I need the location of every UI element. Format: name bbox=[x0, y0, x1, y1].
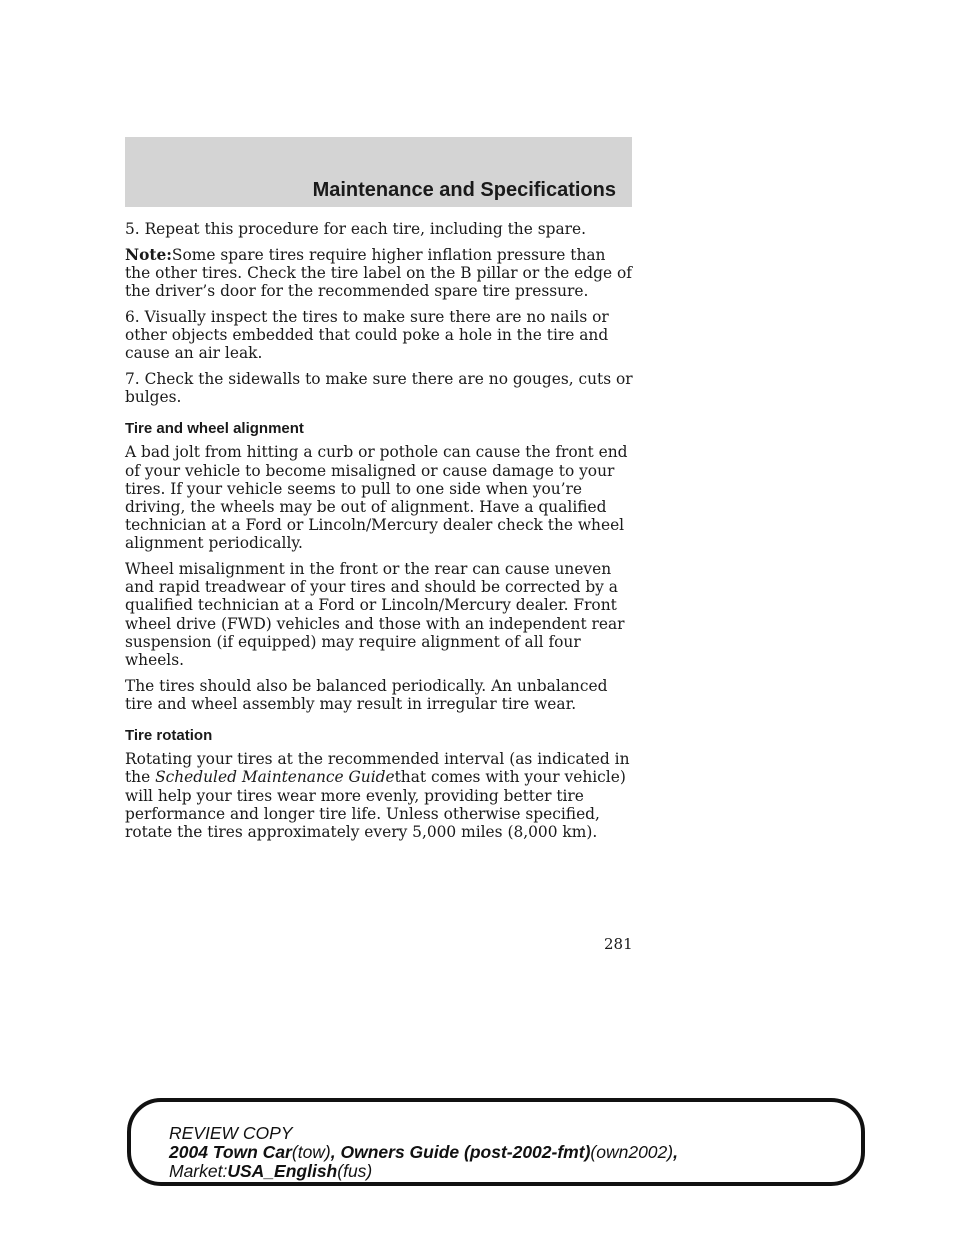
rotation-heading: Tire rotation bbox=[125, 727, 213, 745]
review-market-line bbox=[169, 1162, 678, 1181]
rotation-text-after: that comes with your vehicle) will help your tires wear more evenly, providing better tire performance and longer tire life. Unless otherwise specified, rotate the tires approximately every 5,000 miles (8,000 km). bbox=[125, 768, 626, 841]
maintenance-guide-title: Scheduled Maintenance Guide bbox=[155, 768, 395, 787]
step-5-paragraph: 5. Repeat this procedure for each tire, including the spare. bbox=[125, 220, 586, 238]
page-number: 281 bbox=[604, 935, 633, 953]
review-copy-box bbox=[127, 1098, 865, 1186]
section-title: Maintenance and Specifications bbox=[312, 179, 616, 201]
review-market-label: Market: bbox=[169, 1161, 228, 1181]
note-label: Note: bbox=[125, 245, 172, 264]
step-7-paragraph: 7. Check the sidewalls to make sure there are no gouges, cuts or bulges. bbox=[125, 369, 633, 407]
review-trailing-comma: , bbox=[673, 1142, 678, 1162]
review-market-code: (fus) bbox=[337, 1161, 373, 1181]
review-model-code: (tow) bbox=[291, 1142, 331, 1162]
alignment-paragraph-2: Wheel misalignment in the front or the rear can cause uneven and rapid treadwear of your tires and should be corrected by a qualified technician at a Ford or Lincoln/Mercury dealer. Front wheel drive (FWD) vehicles and those with an independent rear suspension (if equipped) may require alignment of all four wheels. bbox=[125, 560, 625, 670]
review-separator: , bbox=[330, 1142, 341, 1162]
review-market: USA_English bbox=[227, 1161, 338, 1181]
note-paragraph bbox=[125, 246, 635, 301]
review-guide-code: (own2002) bbox=[590, 1142, 674, 1162]
note-text: Some spare tires require higher inflation pressure than the other tires. Check the tire label on the B pillar or the edge of the driver’s door for the recommended spare tire pressure. bbox=[125, 245, 632, 301]
review-guide: Owners Guide (post-2002-fmt) bbox=[340, 1142, 591, 1162]
step-6-paragraph: 6. Visually inspect the tires to make sure there are no nails or other objects embedded that could poke a hole in the tire and cause an air leak. bbox=[125, 307, 609, 363]
alignment-paragraph-1: A bad jolt from hitting a curb or pothole can cause the front end of your vehicle to become misaligned or cause damage to your tires. If your vehicle seems to pull to one side when you’re driving, the wheels may be out of alignment. Have a qualified technician at a Ford or Lincoln/Mercury dealer check the wheel alignment periodically. bbox=[125, 443, 628, 553]
section-header-band bbox=[125, 137, 632, 207]
page-content bbox=[125, 220, 635, 849]
alignment-heading: Tire and wheel alignment bbox=[125, 420, 304, 438]
review-model: 2004 Town Car bbox=[169, 1142, 292, 1162]
review-model-line bbox=[169, 1143, 678, 1162]
rotation-text-before: Rotating your tires at the recommended interval (as indicated in the bbox=[125, 750, 630, 787]
review-copy-text bbox=[169, 1124, 678, 1181]
rotation-paragraph bbox=[125, 750, 635, 841]
alignment-paragraph-3: The tires should also be balanced periodically. An unbalanced tire and wheel assembly may result in irregular tire wear. bbox=[125, 676, 608, 713]
review-copy-label: REVIEW COPY bbox=[169, 1123, 293, 1143]
